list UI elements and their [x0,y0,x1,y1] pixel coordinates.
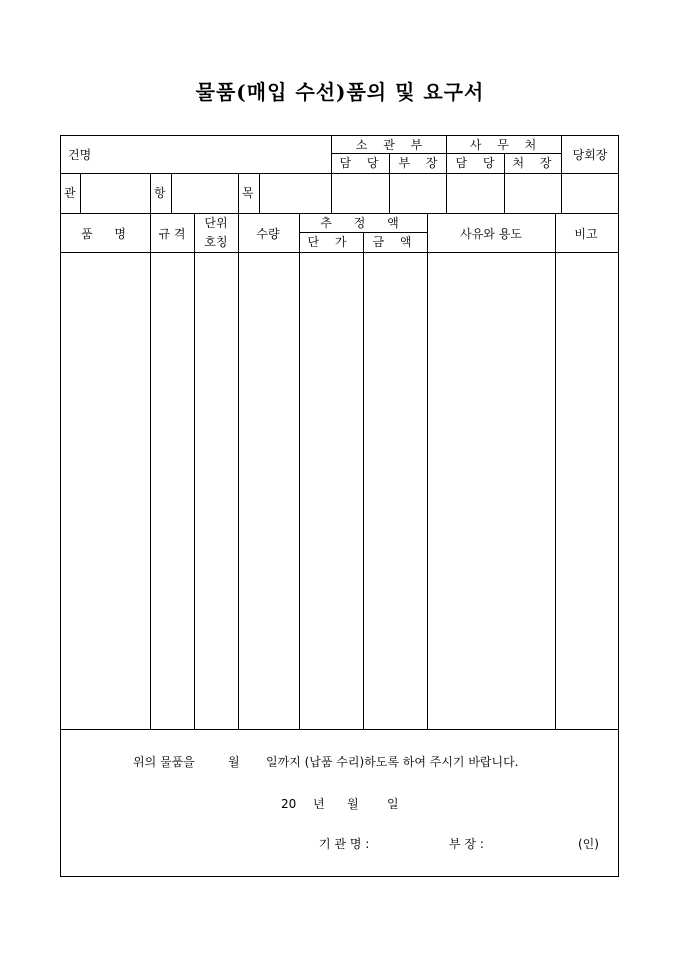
request-text-part1: 위의 물품을 [133,755,195,769]
unit-header-line2: 호칭 [204,235,228,249]
remarks-header: 비고 [574,227,598,241]
head-label: 부 장 : [449,837,484,851]
office-group-label: 사 무 처 [469,138,543,152]
office-head-label: 처 장 [512,156,558,170]
seal-label: (인) [578,837,599,851]
date-day-label: 일 [387,797,399,811]
hang-label: 항 [154,186,166,200]
unit-header-line1: 단위 [204,216,228,230]
item-name-header: 품 명 [81,227,135,241]
dept-staff-label: 담 당 [339,156,385,170]
gwan-label: 관 [64,186,76,200]
estimate-header: 추 정 액 [320,216,408,230]
mok-label: 목 [242,186,254,200]
chair-label: 당회장 [572,148,608,162]
date-year-prefix: 20 [281,797,297,811]
subject-label: 건명 [68,148,92,162]
reason-header: 사유와 용도 [460,227,522,241]
date-month-label: 월 [347,797,359,811]
spec-header: 규 격 [158,227,186,241]
unit-price-header: 단 가 [307,235,353,249]
dept-head-label: 부 장 [398,156,444,170]
dept-group-label: 소 관 부 [355,138,429,152]
document-title: 물품(매입 수선)품의 및 요구서 [195,80,485,104]
org-name-label: 기 관 명 : [319,837,370,851]
quantity-header: 수량 [256,227,280,241]
amount-header: 금 액 [372,235,418,249]
request-month-label: 월 [228,755,240,769]
office-staff-label: 담 당 [455,156,501,170]
request-text-part2: 일까지 (납품 수리)하도록 하여 주시기 바랍니다. [266,755,519,769]
date-year-label: 년 [313,797,325,811]
